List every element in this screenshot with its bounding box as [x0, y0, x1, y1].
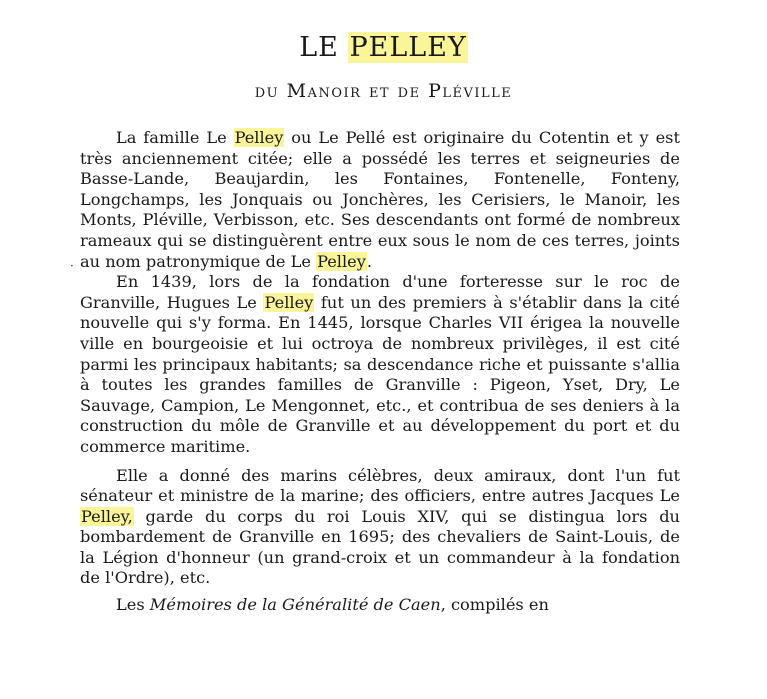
- text-segment: La famille Le: [116, 128, 234, 147]
- paragraph: [80, 466, 680, 590]
- highlighted-name: Pelley: [234, 128, 284, 147]
- text-segment: Elle a donné des marins célèbres, deux amiraux, dont l'un fut sénateur et ministre de la marine; des officiers, entre autres Jacques Le: [80, 465, 680, 506]
- page-title: [0, 30, 767, 66]
- text-segment: Les: [116, 595, 150, 615]
- text-segment: garde du corps du roi Louis XIV, qui se distingua lors du bombardement de Granville en 1695; des chevaliers de Saint-Louis, de la Légion d'honneur (un grand-croix et un commandeur à la fondation de l'Ordre), etc.: [80, 506, 680, 588]
- title-prefix: LE: [299, 32, 349, 63]
- page-subtitle: du Manoir et de Pléville: [254, 80, 513, 102]
- highlighted-name: Pelley: [317, 251, 366, 271]
- text-segment: .: [366, 251, 373, 271]
- text-segment: ou Le Pellé est originaire du Cotentin et y est très anciennement citée; elle a possédé les terres et seigneuries de Basse-Lande, Beaujardin, les Fontaines, Fontenelle, Fonteny, Longchamps, les Jonquais ou Jonchères, les Cerisiers, le Manoir, les Monts, Pléville, Verbisson, etc. Ses descendants ont formé de nombreux rameaux qui se distinguèrent entre eux sous le nom de ces terres, joints au nom patronymique de Le: [80, 128, 680, 271]
- highlighted-name: Pelley: [264, 292, 314, 312]
- paragraph: [80, 595, 680, 616]
- paragraph: [80, 128, 680, 272]
- paragraph: [80, 272, 680, 457]
- title-highlight: PELLEY: [349, 32, 467, 63]
- italic-title: Mémoires de la Généralité de Caen: [149, 595, 441, 615]
- highlighted-name: Pelley,: [81, 506, 133, 526]
- body-text: [80, 128, 680, 616]
- text-segment: fut un des premiers à s'établir dans la cité nouvelle qui s'y forma. En 1445, lorsque Charles VII érigea la nouvelle ville en bourgeoisie et lui octroya de nombreux privilèges, il est cité parmi les principaux habitants; sa descendance riche et puissante s'allia à toutes les grandes familles de Granville : Pigeon, Yset, Dry, Le Sauvage, Campion, Le Mengonnet, etc., et contribua de ses deniers à la construction du môle de Granville et au développement du port et du commerce maritime.: [80, 292, 680, 456]
- margin-dot: ·: [70, 259, 74, 273]
- text-segment: , compilés en: [440, 595, 549, 615]
- text-segment: En 1439, lors de la fondation d'une forteresse sur le roc de Granville, Hugues Le: [80, 272, 680, 312]
